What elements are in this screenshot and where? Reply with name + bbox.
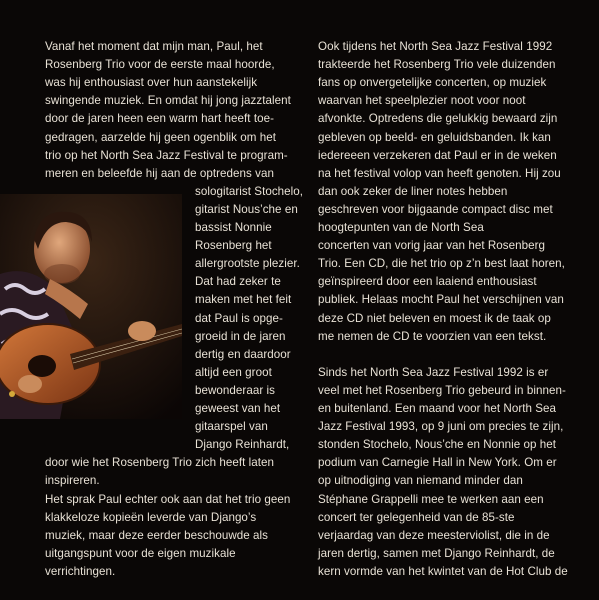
text-line: maken met het feit	[195, 293, 292, 307]
text-line: dat Paul is opge-	[195, 311, 283, 325]
text-line: geïnspireerd door een laaiend enthousiast	[318, 275, 537, 289]
text-line: sologitarist Stochelo,	[195, 184, 304, 198]
text-line: dan ook zeker de liner notes hebben	[318, 184, 508, 198]
text-line: geweest van het	[195, 402, 281, 415]
text-line: dertig en daardoor	[195, 347, 291, 361]
text-line: iedereeen verzekeren dat Paul er in de weken	[318, 148, 557, 162]
text-line: gebleven op beeld- en geluidsbanden. Ik kan	[318, 130, 551, 144]
text-line: verjaardag van deze meesterviolist, die in de	[318, 528, 550, 542]
text-line: Rosenberg het	[195, 239, 272, 253]
text-line: trio op het North Sea Jazz Festival te program-	[45, 148, 288, 162]
text-line: klakkeloze kopieën leverde van Django’s	[45, 510, 257, 524]
text-line: gitaarspel van	[195, 420, 268, 434]
text-line: concerten van vorig jaar van het Rosenberg	[318, 239, 546, 253]
text-line: Ook tijdens het North Sea Jazz Festival 1992	[318, 40, 553, 53]
text-line: verrichtingen.	[45, 564, 116, 578]
text-line: allergrootste plezier.	[195, 257, 300, 271]
guitarist-photo	[0, 194, 182, 419]
text-line: Django Reinhardt,	[195, 438, 290, 452]
text-line: inspireren.	[45, 474, 100, 488]
text-line: swingende muziek. En omdat hij jong jazztalent	[45, 94, 291, 108]
text-line: op uitnodiging van niemand minder dan	[318, 474, 523, 488]
text-line: publiek. Helaas mocht Paul het verschijnen van	[318, 293, 564, 307]
text-line: Trio. Een CD, die het trio op z’n best laat horen,	[318, 257, 565, 271]
text-line: en buitenland. Een maand voor het North Sea	[318, 402, 557, 415]
text-line: waarvan het speelplezier noot voor noot	[318, 94, 526, 108]
text-line: fans op onvergetelijke concerten, op muziek	[318, 76, 547, 90]
text-line: jaren dertig, samen met Django Reinhardt, de	[318, 546, 555, 560]
text-line: hoogtepunten van de North Sea	[318, 221, 484, 234]
text-line: geschreven voor bijgaande compact disc met	[318, 202, 553, 216]
text-line: bassist Nonnie	[195, 221, 272, 234]
text-line: stonden Stochelo, Nous’che en Nonnie op het	[318, 438, 557, 452]
text-line: was hij enthousiast over hun aanstekelijk	[45, 76, 258, 90]
text-line: veel met het Rosenberg Trio gebeurd in binnen-	[318, 383, 566, 397]
text-line: kern vormde van het kwintet van de Hot Club de	[318, 564, 568, 578]
text-line: Stéphane Grappelli mee te werken aan een	[318, 492, 544, 506]
guitarist-illustration	[0, 194, 182, 419]
text-line: concert ter gelegenheid van de 85-ste	[318, 510, 515, 524]
text-line: Vanaf het moment dat mijn man, Paul, het	[45, 40, 263, 53]
text-line: Rosenberg Trio voor de eerste maal hoorde,	[45, 58, 275, 72]
text-line: gedragen, aarzelde hij geen ogenblik om het	[45, 130, 276, 144]
text-line: gitarist Nous’che en	[195, 202, 298, 216]
text-line: na het festival volop van heeft genoten. Hij zou	[318, 166, 561, 180]
text-line: meren en beleefde hij aan de optredens van	[45, 166, 274, 180]
text-line: Dat had zeker te	[195, 275, 281, 289]
text-line: Sinds het North Sea Jazz Festival 1992 is er	[318, 365, 549, 379]
text-line: door de jaren heen een warm hart heeft toe-	[45, 112, 275, 126]
text-line: deze CD niet beleven en moest ik de taak op	[318, 311, 551, 325]
text-line: Het sprak Paul echter ook aan dat het trio geen	[45, 492, 291, 506]
text-line: bewonderaar is	[195, 383, 275, 397]
text-line: door wie het Rosenberg Trio zich heeft laten	[45, 456, 275, 470]
text-line: me nemen de CD te voorzien van een tekst.	[318, 329, 547, 343]
text-line: muziek, maar deze eerder beschouwde als	[45, 528, 268, 542]
text-line: podium van Carnegie Hall in New York. Om er	[318, 456, 557, 470]
text-line: uitgangspunt voor de eigen muzikale	[45, 546, 236, 560]
text-line: groeid in de jaren	[195, 329, 286, 343]
text-line: trakteerde het Rosenberg Trio vele duizenden	[318, 58, 556, 72]
text-line: afvonkte. Optredens die gelukkig bewaard zijn	[318, 112, 558, 126]
text-line: Jazz Festival 1993, op 9 juni om precies te zijn,	[318, 420, 564, 434]
text-line: altijd een groot	[195, 365, 272, 379]
